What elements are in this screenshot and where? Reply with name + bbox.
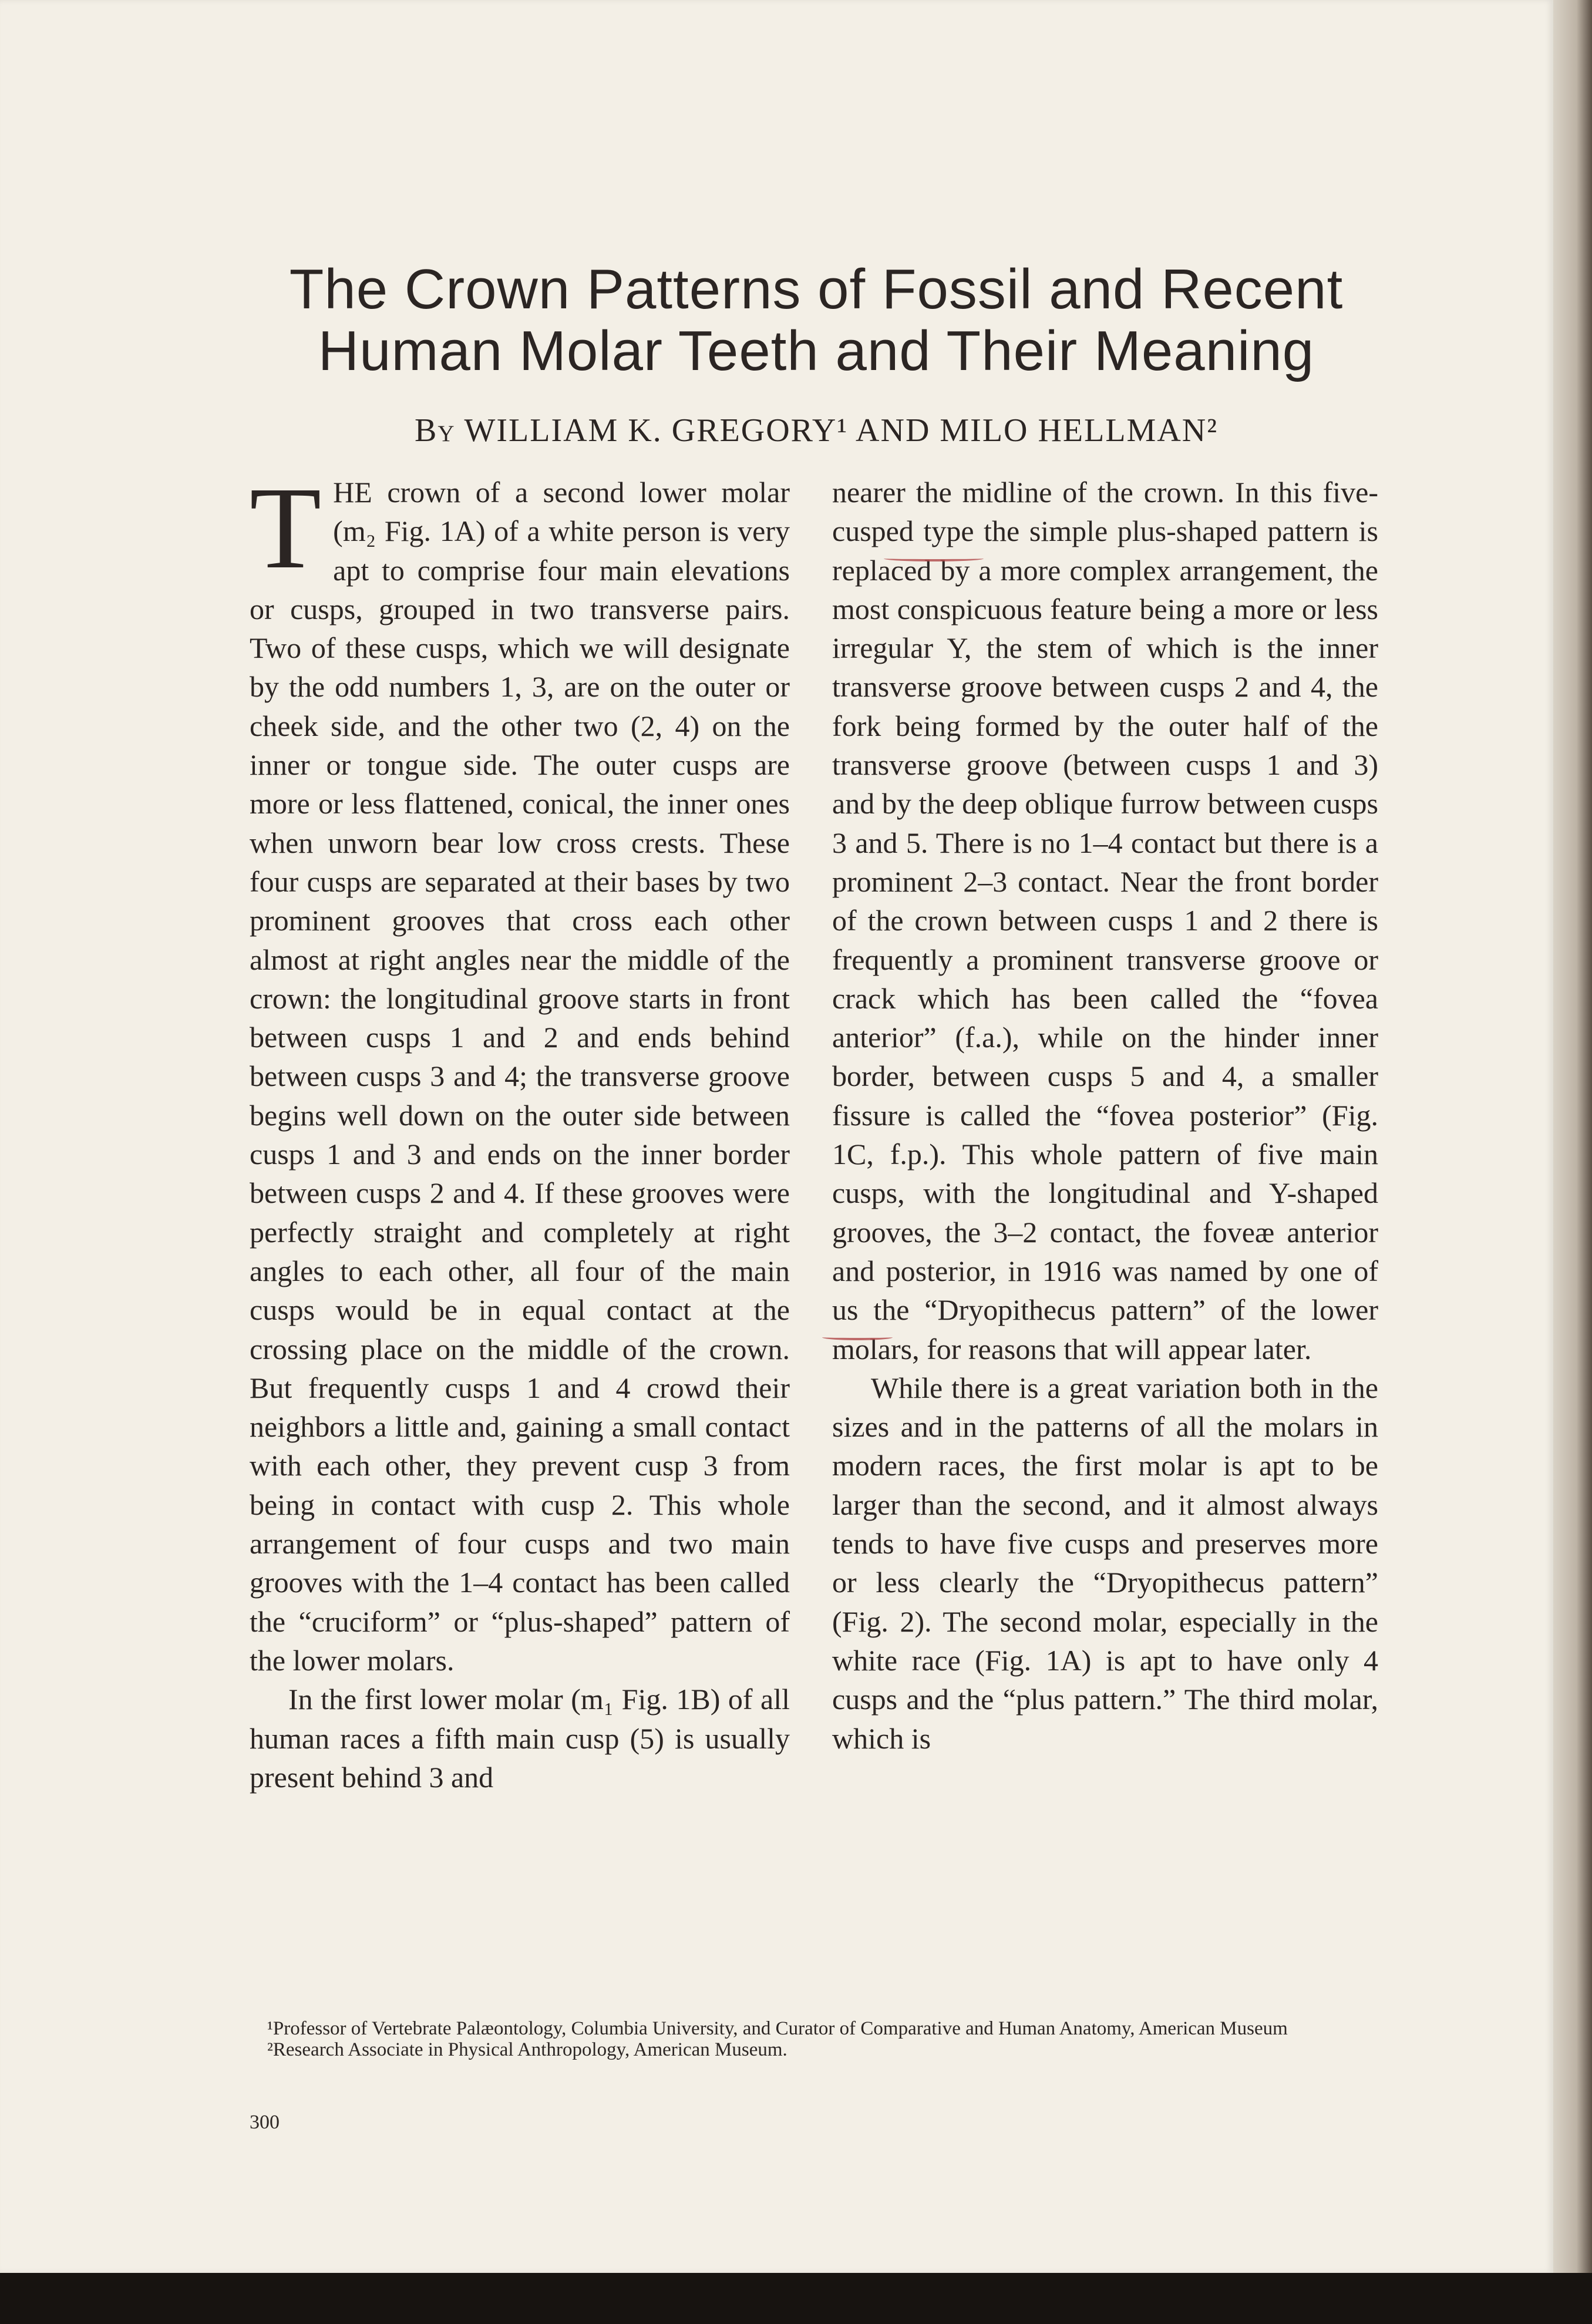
page-bottom-shadow — [0, 2273, 1592, 2324]
left-paragraph-2: In the first lower molar (m₁ Fig. 1B) of all human races a fifth main cusp (5) is usually present behind 3 and — [250, 1683, 790, 1794]
article-title-line-1: The Crown Patterns of Fossil and Recent — [289, 258, 1344, 321]
drop-cap: T — [250, 463, 322, 593]
article-title-line-2: Human Molar Teeth and Their Meaning — [318, 319, 1315, 382]
right-paragraph-1: nearer the midline of the crown. In this five-cusped type the simple plus-shaped pattern is replaced by a more complex arrangement, the most conspicuous feature being a more or less irregular Y, the stem of which is the inner transverse groove between cusps 2 and 4, the fork being formed by the outer half of the transverse groove (between cusps 1 and 3) and by the deep oblique furrow between cusps 3 and 5. There is no 1–4 contact but there is a prominent 2–3 contact. Near the front border of the crown between cusps 1 and 2 there is frequently a prominent transverse groove or crack which has been called the “fovea anterior” (f.a.), while on the hinder inner border, between cusps 5 and 4, a smaller fissure is called the “fovea posterior” (Fig. 1C, f.p.). This whole pattern of five main cusps, with the longitudinal and Y-shaped grooves, the 3–2 contact, the foveæ anterior and posterior, in 1916 was named by one of us the “Dryopithecus pattern” of the lower molars, for reasons that will appear later. — [832, 476, 1378, 1366]
footnote-2: ²Research Associate in Physical Anthropology, American Museum. — [267, 2039, 787, 2060]
footnote-1: ¹Professor of Vertebrate Palæontology, Columbia University, and Curator of Comparative and Human Anatomy, American Museum — [267, 2018, 1288, 2039]
page-edge — [1553, 0, 1592, 2273]
pen-underline-mark — [884, 556, 984, 561]
right-column — [832, 473, 1378, 1758]
left-column — [250, 463, 790, 1797]
left-paragraph-1-text: HE crown of a second lower molar (m₂ Fig. 1A) of a white person is very apt to comprise four main elevations or cusps, grouped in two transverse pairs. Two of these cusps, which we will designate by the odd numbers 1, 3, are on the outer or cheek side, and the other two (2, 4) on the inner or tongue side. The outer cusps are more or less flattened, conical, the inner ones when unworn bear low cross crests. These four cusps are separated at their bases by two prominent grooves that cross each other almost at right angles near the middle of the crown: the longitudinal groove starts in front between cusps 1 and 2 and ends behind between cusps 3 and 4; the transverse groove begins well down on the outer side between cusps 1 and 3 and ends on the inner border between cusps 2 and 4. If these grooves were perfectly straight and completely at right angles to each other, all four of the main cusps would be in equal contact at the crossing place on the middle of the crown. But frequently cusps 1 and 4 crowd their neighbors a little and, gaining a small contact with each other, they prevent cusp 3 from being in contact with cusp 2. This whole arrangement of four cusps and two main grooves with the 1–4 contact has been called the “cruciform” or “plus-shaped” pattern of the lower molars. — [250, 476, 790, 1677]
left-paragraph-1 — [250, 463, 790, 1680]
footnotes — [250, 2018, 1378, 2060]
byline-by: By — [415, 412, 456, 449]
page-number: 300 — [250, 2111, 280, 2133]
byline — [176, 407, 1456, 454]
pen-underline-mark — [822, 1334, 893, 1340]
right-paragraph-2: While there is a great variation both in the sizes and in the patterns of all the molars in modern races, the first molar is apt to be larger than the second, and it almost always tends to have five cusps and preserves more or less clearly the “Dryopithecus pattern” (Fig. 2). The second molar, especially in the white race (Fig. 1A) is apt to have only 4 cusps and the “plus pattern.” The third molar, which is — [832, 1371, 1378, 1755]
byline-authors: WILLIAM K. GREGORY¹ AND MILO HELLMAN² — [464, 412, 1218, 449]
